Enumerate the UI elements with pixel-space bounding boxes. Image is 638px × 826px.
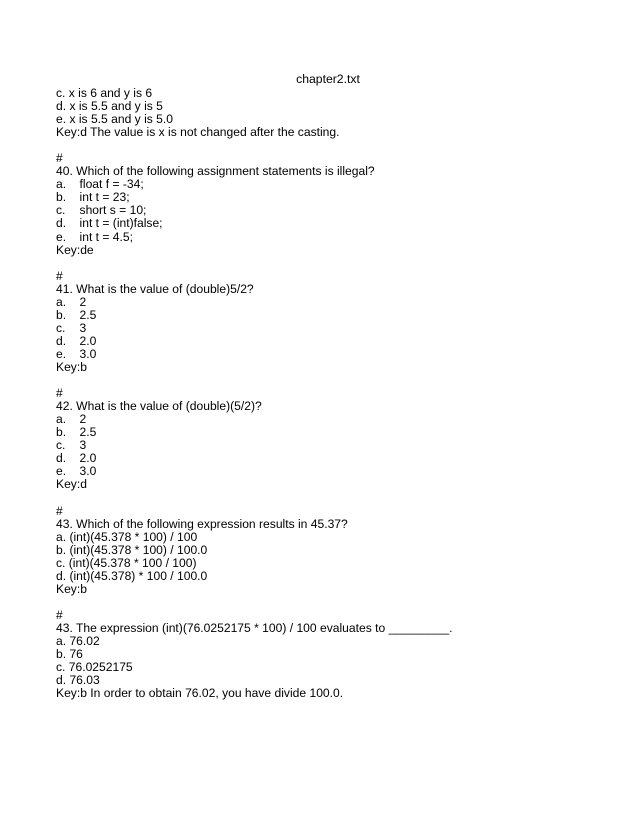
document-title-text: chapter2.txt: [296, 72, 360, 86]
document-title: [0, 72, 638, 86]
document-body-text: c. x is 6 and y is 6 d. x is 5.5 and y is 5 e. x is 5.5 and y is 5.0 Key:d The value is x is not changed after the casting. # 40. Which of the following assignment statements is illegal? a. float f = -34; b. int t = 23; c. short s = 10; d. int t = (int)false; e. int t = 4.5; Key:de # 41. What is the value of (double)5/2? a. 2 b. 2.5 c. 3 d. 2.0 e. 3.0 Key:b # 42. What is the value of (double)(5/2)? a. 2 b. 2.5 c. 3 d. 2.0 e. 3.0 Key:d # 43. Which of the following expression results in 45.37? a. (int)(45.378 * 100) / 100 b. (int)(45.378 * 100) / 100.0 c. (int)(45.378 * 100 / 100) d. (int)(45.378) * 100 / 100.0 Key:b # 43. The expression (int)(76.0252175 * 100) / 100 evaluates to _________. a. 76.02 b. 76 c. 76.0252175 d. 76.03 Key:b In order to obtain 76.02, you have divide 100.0.: [56, 86, 453, 701]
